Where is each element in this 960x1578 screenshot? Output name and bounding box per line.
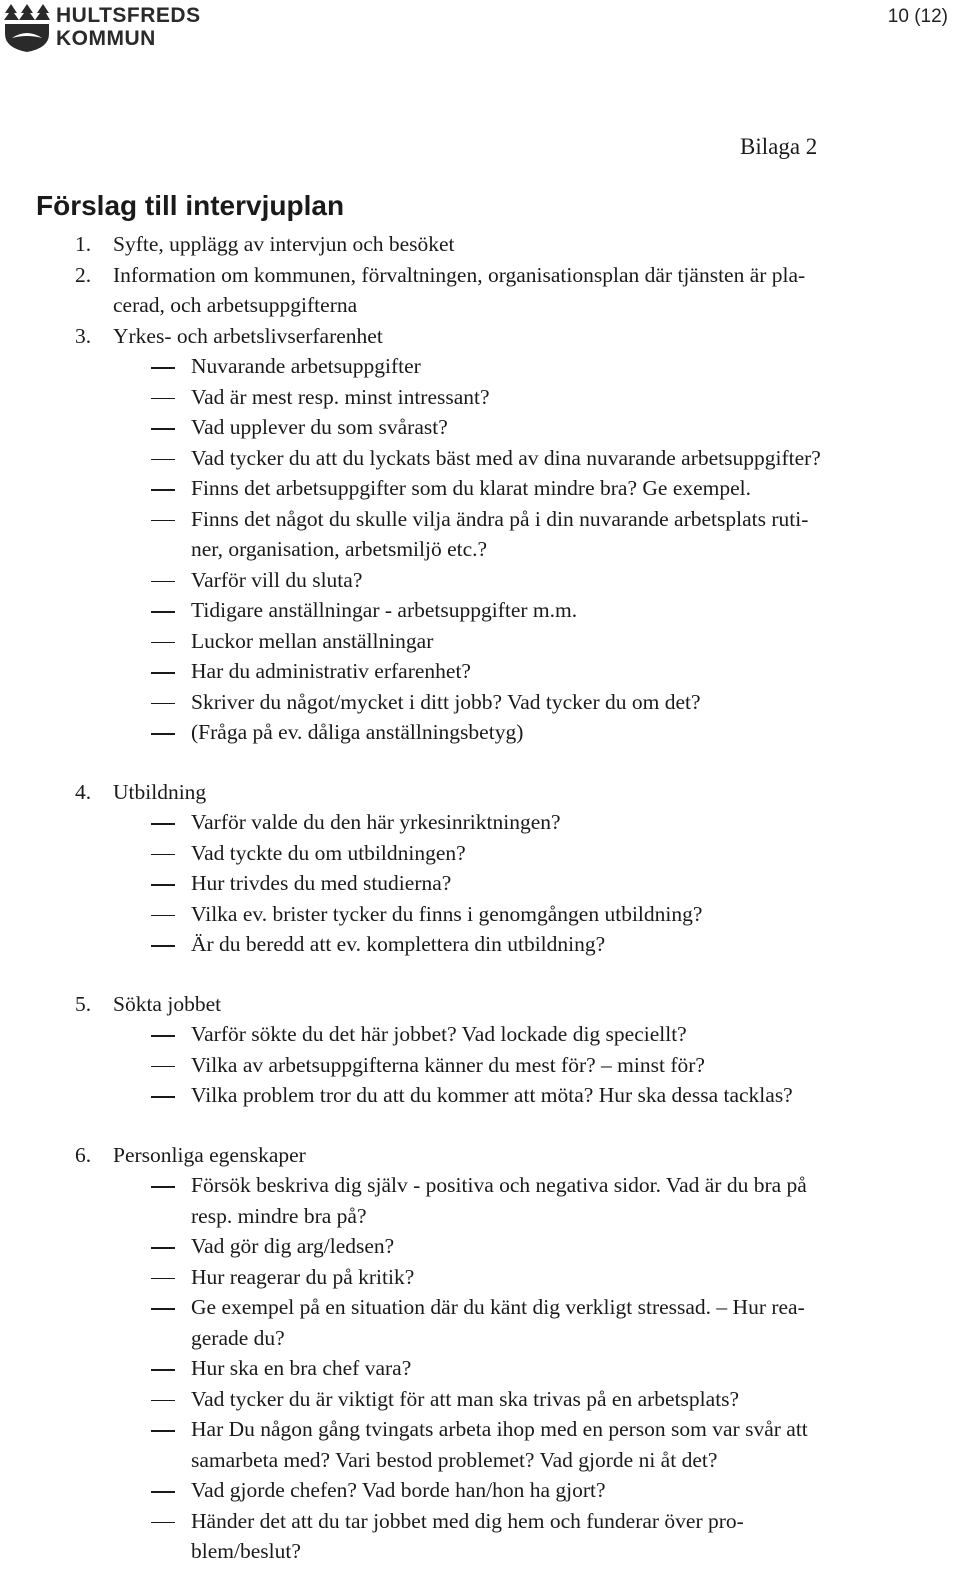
dash-bullet-icon xyxy=(151,428,175,430)
logo-line-1: HULTSFREDS xyxy=(56,4,201,27)
section-heading-text: Information om kommunen, förvaltningen, organisationsplan där tjänsten är pla- xyxy=(113,262,806,287)
logo-line-2: KOMMUN xyxy=(56,27,156,50)
dash-bullet-icon xyxy=(151,823,175,825)
dash-bullet-icon xyxy=(151,945,175,947)
dash-bullet-icon xyxy=(151,611,175,613)
section-number: 3. xyxy=(75,323,92,348)
question-item xyxy=(0,504,940,565)
section-heading-text: Sökta jobbet xyxy=(113,991,222,1016)
section-heading-text: Utbildning xyxy=(113,779,207,804)
dash-bullet-icon xyxy=(151,520,175,522)
question-text-line: Vad gör dig arg/ledsen? xyxy=(191,1234,395,1258)
question-item xyxy=(0,1414,940,1475)
question-item xyxy=(0,443,940,474)
question-text-line: (Fråga på ev. dåliga anställningsbetyg) xyxy=(191,720,524,744)
page-title: Förslag till intervjuplan xyxy=(36,190,345,221)
question-item xyxy=(0,807,940,838)
dash-bullet-icon xyxy=(151,915,175,917)
section-heading-text: Personliga egenskaper xyxy=(113,1142,306,1167)
dash-bullet-icon xyxy=(151,581,175,583)
question-text-line: Försök beskriva dig själv - positiva och negativa sidor. Vad är du bra på xyxy=(191,1173,807,1197)
hultsfred-logo xyxy=(4,4,204,56)
question-item xyxy=(0,656,940,687)
question-text-line: Vad tycker du är viktigt för att man ska trivas på en arbetsplats? xyxy=(191,1386,740,1411)
question-text-line: Vad upplever du som svårast? xyxy=(191,415,448,439)
section-number: 2. xyxy=(75,262,92,287)
question-item xyxy=(0,1353,940,1384)
section-1 xyxy=(0,229,960,260)
question-item xyxy=(0,1262,940,1293)
trees-emblem-icon xyxy=(4,4,50,52)
section-number: 6. xyxy=(75,1142,92,1167)
question-text-line: ner, organisation, arbetsmiljö etc.? xyxy=(191,537,488,561)
dash-bullet-icon xyxy=(151,1491,175,1493)
question-item xyxy=(0,351,940,382)
question-item xyxy=(0,565,940,596)
question-item xyxy=(0,1050,940,1081)
section-number: 5. xyxy=(75,991,92,1016)
question-item xyxy=(0,382,940,413)
dash-bullet-icon xyxy=(151,1186,175,1188)
dash-bullet-icon xyxy=(151,1247,175,1249)
question-text-line: Vad tyckte du om utbildningen? xyxy=(191,840,466,865)
question-text-line: Händer det att du tar jobbet med dig hem och funderar över pro- xyxy=(191,1508,744,1533)
dash-bullet-icon xyxy=(151,703,175,705)
question-item xyxy=(0,899,940,930)
section-5 xyxy=(0,989,960,1111)
section-6 xyxy=(0,1140,960,1567)
question-text-line: Vilka av arbetsuppgifterna känner du mest för? – minst för? xyxy=(191,1052,705,1077)
dash-bullet-icon xyxy=(151,459,175,461)
section-heading-text: Yrkes- och arbetslivserfarenhet xyxy=(113,323,383,348)
question-item xyxy=(0,1506,940,1567)
section-heading-text: cerad, och arbetsuppgifterna xyxy=(113,293,358,317)
question-text-line: samarbeta med? Vari bestod problemet? Vad gjorde ni åt det? xyxy=(191,1447,718,1472)
section-number: 1. xyxy=(75,232,92,256)
dash-bullet-icon xyxy=(151,733,175,735)
question-text-line: Nuvarande arbetsuppgifter xyxy=(191,354,421,378)
question-item xyxy=(0,717,940,748)
question-text-line: Vad tycker du att du lyckats bäst med av dina nuvarande arbetsuppgifter? xyxy=(191,445,821,470)
logo-wordmark xyxy=(56,4,201,50)
question-item xyxy=(0,1019,940,1050)
question-item xyxy=(0,687,940,718)
question-item xyxy=(0,868,940,899)
dash-bullet-icon xyxy=(151,1278,175,1280)
appendix-label: Bilaga 2 xyxy=(740,134,818,159)
question-item xyxy=(0,412,940,443)
question-text-line: Hur trivdes du med studierna? xyxy=(191,871,452,895)
question-text-line: gerade du? xyxy=(191,1325,285,1350)
section-heading-line xyxy=(0,777,940,808)
dash-bullet-icon xyxy=(151,1096,175,1098)
dash-bullet-icon xyxy=(151,398,175,400)
question-item xyxy=(0,473,940,504)
question-text-line: Har Du någon gång tvingats arbeta ihop med en person som var svår att xyxy=(191,1417,808,1441)
question-text-line: Hur reagerar du på kritik? xyxy=(191,1264,415,1289)
section-heading-line xyxy=(0,321,940,352)
question-text-line: resp. mindre bra på? xyxy=(191,1203,367,1228)
dash-bullet-icon xyxy=(151,1522,175,1524)
section-2 xyxy=(0,260,960,321)
question-item xyxy=(0,929,940,960)
dash-bullet-icon xyxy=(151,884,175,886)
question-text-line: Har du administrativ erfarenhet? xyxy=(191,659,471,683)
question-text-line: Skriver du något/mycket i ditt jobb? Vad tycker du om det? xyxy=(191,689,701,714)
question-item xyxy=(0,1170,940,1231)
question-text-line: Vilka ev. brister tycker du finns i genomgången utbildning? xyxy=(191,901,703,926)
question-item xyxy=(0,838,940,869)
dash-bullet-icon xyxy=(151,367,175,369)
question-item xyxy=(0,1231,940,1262)
section-4 xyxy=(0,777,960,960)
question-text-line: Varför sökte du det här jobbet? Vad lockade dig speciellt? xyxy=(191,1022,687,1046)
question-text-line: Finns det arbetsuppgifter som du klarat mindre bra? Ge exempel. xyxy=(191,476,752,500)
dash-bullet-icon xyxy=(151,1430,175,1432)
question-text-line: Luckor mellan anställningar xyxy=(191,628,434,653)
question-item xyxy=(0,595,940,626)
question-text-line: Varför valde du den här yrkesinriktningen? xyxy=(191,810,561,834)
dash-bullet-icon xyxy=(151,1369,175,1371)
dash-bullet-icon xyxy=(151,1035,175,1037)
section-number: 4. xyxy=(75,779,92,804)
section-heading-line xyxy=(0,260,940,291)
question-text-line: Är du beredd att ev. komplettera din utbildning? xyxy=(191,932,606,956)
question-item xyxy=(0,1080,940,1111)
question-text-line: Finns det något du skulle vilja ändra på i din nuvarande arbetsplats ruti- xyxy=(191,506,809,531)
question-text-line: Vad är mest resp. minst intressant? xyxy=(191,384,490,409)
section-heading-line xyxy=(0,229,940,260)
question-item xyxy=(0,1384,940,1415)
section-spacer xyxy=(0,1111,960,1140)
section-heading-line xyxy=(0,1140,940,1171)
question-text-line: Hur ska en bra chef vara? xyxy=(191,1356,412,1380)
question-item xyxy=(0,626,940,657)
dash-bullet-icon xyxy=(151,1066,175,1068)
section-spacer xyxy=(0,960,960,989)
dash-bullet-icon xyxy=(151,854,175,856)
section-heading-line xyxy=(0,989,940,1020)
interview-plan-list xyxy=(0,229,960,1567)
question-text-line: Vad gjorde chefen? Vad borde han/hon ha gjort? xyxy=(191,1478,606,1502)
dash-bullet-icon xyxy=(151,642,175,644)
section-spacer xyxy=(0,748,960,777)
question-item xyxy=(0,1475,940,1506)
question-text-line: Vilka problem tror du att du kommer att möta? Hur ska dessa tacklas? xyxy=(191,1083,793,1107)
dash-bullet-icon xyxy=(151,489,175,491)
dash-bullet-icon xyxy=(151,672,175,674)
question-text-line: Ge exempel på en situation där du känt dig verkligt stressad. – Hur rea- xyxy=(191,1295,805,1319)
page-number: 10 (12) xyxy=(887,6,948,27)
section-heading-text: Syfte, upplägg av intervjun och besöket xyxy=(113,232,455,256)
dash-bullet-icon xyxy=(151,1308,175,1310)
section-heading-line xyxy=(0,290,940,321)
question-text-line: Varför vill du sluta? xyxy=(191,567,363,592)
question-text-line: blem/beslut? xyxy=(191,1539,301,1563)
dash-bullet-icon xyxy=(151,1400,175,1402)
question-item xyxy=(0,1292,940,1353)
section-3 xyxy=(0,321,960,748)
question-text-line: Tidigare anställningar - arbetsuppgifter m.m. xyxy=(191,598,578,622)
